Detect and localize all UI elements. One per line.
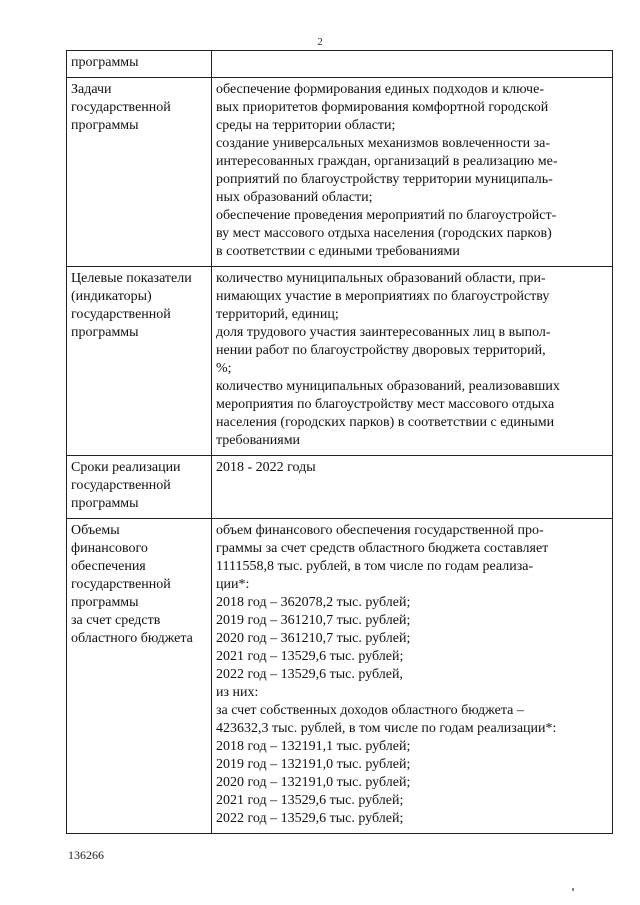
row-label-line: Сроки реализации xyxy=(71,460,181,475)
row-label-line: программы xyxy=(71,595,139,610)
row-program-continued xyxy=(67,51,613,78)
row-value-line: 2022 год – 13529,6 тыс. рублей, xyxy=(216,667,403,682)
row-value-line: %; xyxy=(216,361,232,376)
row-value-line: нимающих участие в мероприятиях по благоустройству xyxy=(216,289,550,304)
row-value-line: мероприятия по благоустройству мест массового отдыха xyxy=(216,397,555,412)
row-value-line: нении работ по благоустройству дворовых территорий, xyxy=(216,343,546,358)
row-value-line: 2018 год – 132191,1 тыс. рублей; xyxy=(216,739,411,754)
page-number: 2 xyxy=(317,36,323,48)
row-value-line: 2019 год – 132191,0 тыс. рублей; xyxy=(216,757,411,772)
row-tasks xyxy=(67,78,613,267)
row-label-line: обеспечения xyxy=(71,559,146,574)
row-value-line: территорий, единиц; xyxy=(216,307,339,322)
row-value-line: среды на территории области; xyxy=(216,118,396,133)
row-label-line: программы xyxy=(71,118,139,133)
row-label-line: областного бюджета xyxy=(71,631,193,646)
row-value-line: 2022 год – 13529,6 тыс. рублей; xyxy=(216,811,404,826)
row-value-line: 2018 - 2022 годы xyxy=(216,460,316,475)
row-value-line: требованиями xyxy=(216,433,301,448)
row-value-line: объем финансового обеспечения государственной про- xyxy=(216,523,544,538)
row-value-line: 2020 год – 132191,0 тыс. рублей; xyxy=(216,775,411,790)
row-label-cell xyxy=(67,456,212,519)
row-label-cell xyxy=(67,78,212,267)
row-value-line: количество муниципальных образований, реализовавших xyxy=(216,379,560,394)
row-label-line: программы xyxy=(71,496,139,511)
row-value-cell xyxy=(212,519,613,834)
row-implementation-period xyxy=(67,456,613,519)
row-value-cell xyxy=(212,78,613,267)
row-funding-volumes xyxy=(67,519,613,834)
row-value-line: роприятий по благоустройству территории муниципаль- xyxy=(216,172,553,187)
row-value-line: населения (городских парков) в соответствии с едиными xyxy=(216,415,555,430)
row-value-line: 423632,3 тыс. рублей, в том числе по годам реализации*: xyxy=(216,721,557,736)
row-label-line: государственной xyxy=(71,100,171,115)
row-label-line: (индикаторы) xyxy=(71,289,152,304)
row-value-line: 1111558,8 тыс. рублей, в том числе по годам реализа- xyxy=(216,559,534,574)
row-label-line: Задачи xyxy=(71,82,112,97)
row-label-line: Целевые показатели xyxy=(71,271,192,286)
row-label-line: Объемы xyxy=(71,523,120,538)
row-label-line: программы xyxy=(71,325,139,340)
row-value-line: 2019 год – 361210,7 тыс. рублей; xyxy=(216,613,411,628)
row-value-line: 2021 год – 13529,6 тыс. рублей; xyxy=(216,793,404,808)
row-value-line: ву мест массового отдыха населения (городских парков) xyxy=(216,226,552,241)
row-value-line: количество муниципальных образований области, при- xyxy=(216,271,546,286)
row-value-line: из них: xyxy=(216,685,259,700)
row-label-line: финансового xyxy=(71,541,148,556)
row-value-cell xyxy=(212,51,613,78)
row-value-line: 2018 год – 362078,2 тыс. рублей; xyxy=(216,595,411,610)
row-value-line: 2020 год – 361210,7 тыс. рублей; xyxy=(216,631,411,646)
row-label-line: государственной xyxy=(71,577,171,592)
row-value-line: интересованных граждан, организаций в реализацию ме- xyxy=(216,154,558,169)
row-value-line: создание универсальных механизмов вовлеченности за- xyxy=(216,136,551,151)
passport-table-body xyxy=(67,51,613,834)
row-value-line: за счет собственных доходов областного бюджета – xyxy=(216,703,524,718)
row-value-line: доля трудового участия заинтересованных лиц в выпол- xyxy=(216,325,551,340)
row-label-line: программы xyxy=(71,55,139,70)
row-value-line: 2021 год – 13529,6 тыс. рублей; xyxy=(216,649,404,664)
row-value-line: ных образований области; xyxy=(216,190,373,205)
program-passport-table xyxy=(66,50,613,834)
scan-mark xyxy=(572,888,574,891)
row-value-line: граммы за счет средств областного бюджета составляет xyxy=(216,541,549,556)
row-value-line: вых приоритетов формирования комфортной городской xyxy=(216,100,549,115)
row-value-cell xyxy=(212,456,613,519)
row-label-line: государственной xyxy=(71,478,171,493)
row-value-cell xyxy=(212,267,613,456)
row-value-line: обеспечение проведения мероприятий по благоустройст- xyxy=(216,208,557,223)
row-value-line: в соответствии с едиными требованиями xyxy=(216,244,460,259)
document-code: 136266 xyxy=(68,848,104,862)
row-label-cell xyxy=(67,519,212,834)
row-value-line: обеспечение формирования единых подходов и ключе- xyxy=(216,82,544,97)
row-label-line: государственной xyxy=(71,307,171,322)
row-label-line: за счет средств xyxy=(71,613,161,628)
row-label-cell xyxy=(67,51,212,78)
row-target-indicators xyxy=(67,267,613,456)
row-label-cell xyxy=(67,267,212,456)
row-value-line: ции*: xyxy=(216,577,250,592)
